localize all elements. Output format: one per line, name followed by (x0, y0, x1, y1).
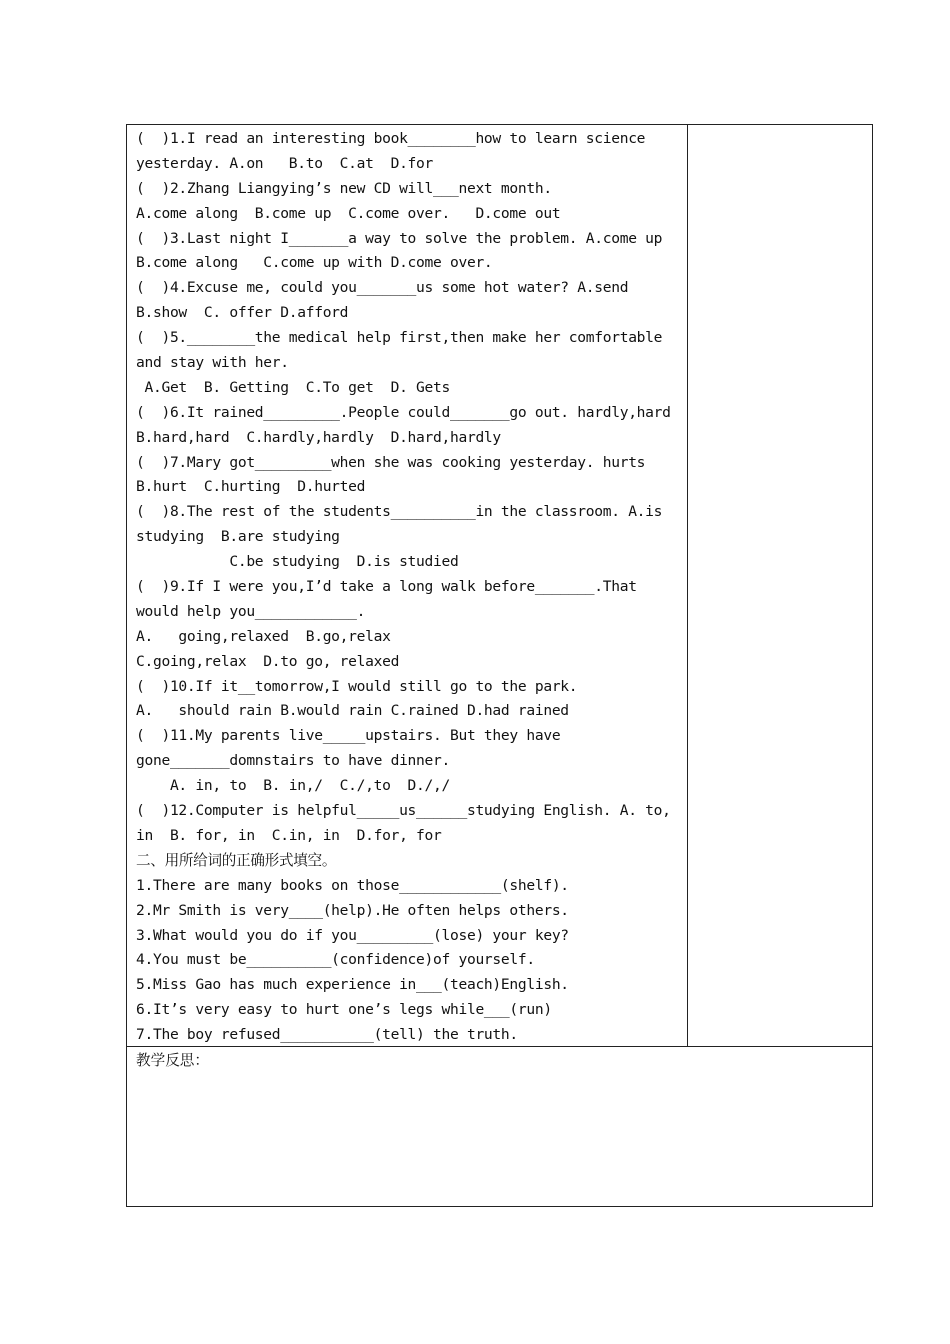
exercise-line: B.hurt C.hurting D.hurted (136, 478, 366, 496)
reflection-row (127, 1047, 872, 1206)
exercise-row (127, 125, 872, 1047)
exercise-line: ( )9.If I were you,I’d take a long walk before_______.That (136, 578, 637, 596)
exercise-line: ( )10.If it__tomorrow,I would still go to the park. (136, 677, 578, 695)
exercise-line: yesterday. A.on B.to C.at D.for (136, 154, 434, 172)
exercise-line: A. in, to B. in,/ C./,to D./,/ (136, 777, 450, 795)
exercise-line: A. should rain B.would rain C.rained D.had rained (136, 702, 569, 720)
exercise-line: ( )2.Zhang Liangying’s new CD will___next month. (136, 179, 552, 197)
exercise-line: A. going,relaxed B.go,relax (136, 627, 391, 645)
exercise-line: 5.Miss Gao has much experience in___(teach)English. (136, 976, 569, 994)
exercise-line: 2.Mr Smith is very____(help).He often helps others. (136, 901, 569, 919)
exercise-line: studying B.are studying (136, 528, 340, 546)
exercise-line: A.come along B.come up C.come over. D.come out (136, 204, 561, 222)
exercise-line: 3.What would you do if you_________(lose) your key? (136, 926, 569, 944)
exercise-line: ( )7.Mary got_________when she was cooking yesterday. hurts (136, 453, 646, 471)
exercise-line: gone_______domnstairs to have dinner. (136, 752, 450, 770)
exercise-line: 7.The boy refused___________(tell) the truth. (136, 1026, 518, 1044)
exercise-line: C.be studying D.is studied (136, 553, 459, 571)
exercise-line: ( )11.My parents live_____upstairs. But they have (136, 727, 561, 745)
exercise-cell (127, 125, 688, 1046)
exercise-line: ( )4.Excuse me, could you_______us some hot water? A.send (136, 279, 629, 297)
exercise-line: 4.You must be__________(confidence)of yourself. (136, 951, 535, 969)
exercise-line: ( )3.Last night I_______a way to solve the problem. A.come up (136, 229, 663, 247)
exercise-line: B.show C. offer D.afford (136, 304, 349, 322)
worksheet-table (126, 124, 873, 1207)
exercise-line: A.Get B. Getting C.To get D. Gets (136, 378, 450, 396)
exercise-line: C.going,relax D.to go, relaxed (136, 652, 400, 670)
section-heading: 二、用所给词的正确形式填空。 (136, 851, 337, 869)
exercise-line: ( )5.________the medical help first,then make her comfortable (136, 329, 663, 347)
exercise-line: would help you____________. (136, 602, 366, 620)
exercise-line: ( )8.The rest of the students__________in the classroom. A.is (136, 503, 663, 521)
exercise-line: ( )1.I read an interesting book________how to learn science (136, 130, 646, 147)
exercise-line: ( )6.It rained_________.People could_______go out. hardly,hard (136, 403, 671, 421)
exercise-line: B.come along C.come up with D.come over. (136, 254, 493, 272)
exercise-line: 6.It’s very easy to hurt one’s legs while___(run) (136, 1001, 552, 1019)
reflection-label: 教学反思： (136, 1052, 209, 1069)
exercise-line: ( )12.Computer is helpful_____us______studying English. A. to, (136, 802, 671, 820)
exercise-line: B.hard,hard C.hardly,hardly D.hard,hardly (136, 428, 501, 446)
exercise-line: 1.There are many books on those____________(shelf). (136, 876, 569, 894)
exercise-line: in B. for, in C.in, in D.for, for (136, 826, 442, 844)
exercise-line: and stay with her. (136, 354, 289, 372)
notes-cell (688, 125, 872, 1046)
